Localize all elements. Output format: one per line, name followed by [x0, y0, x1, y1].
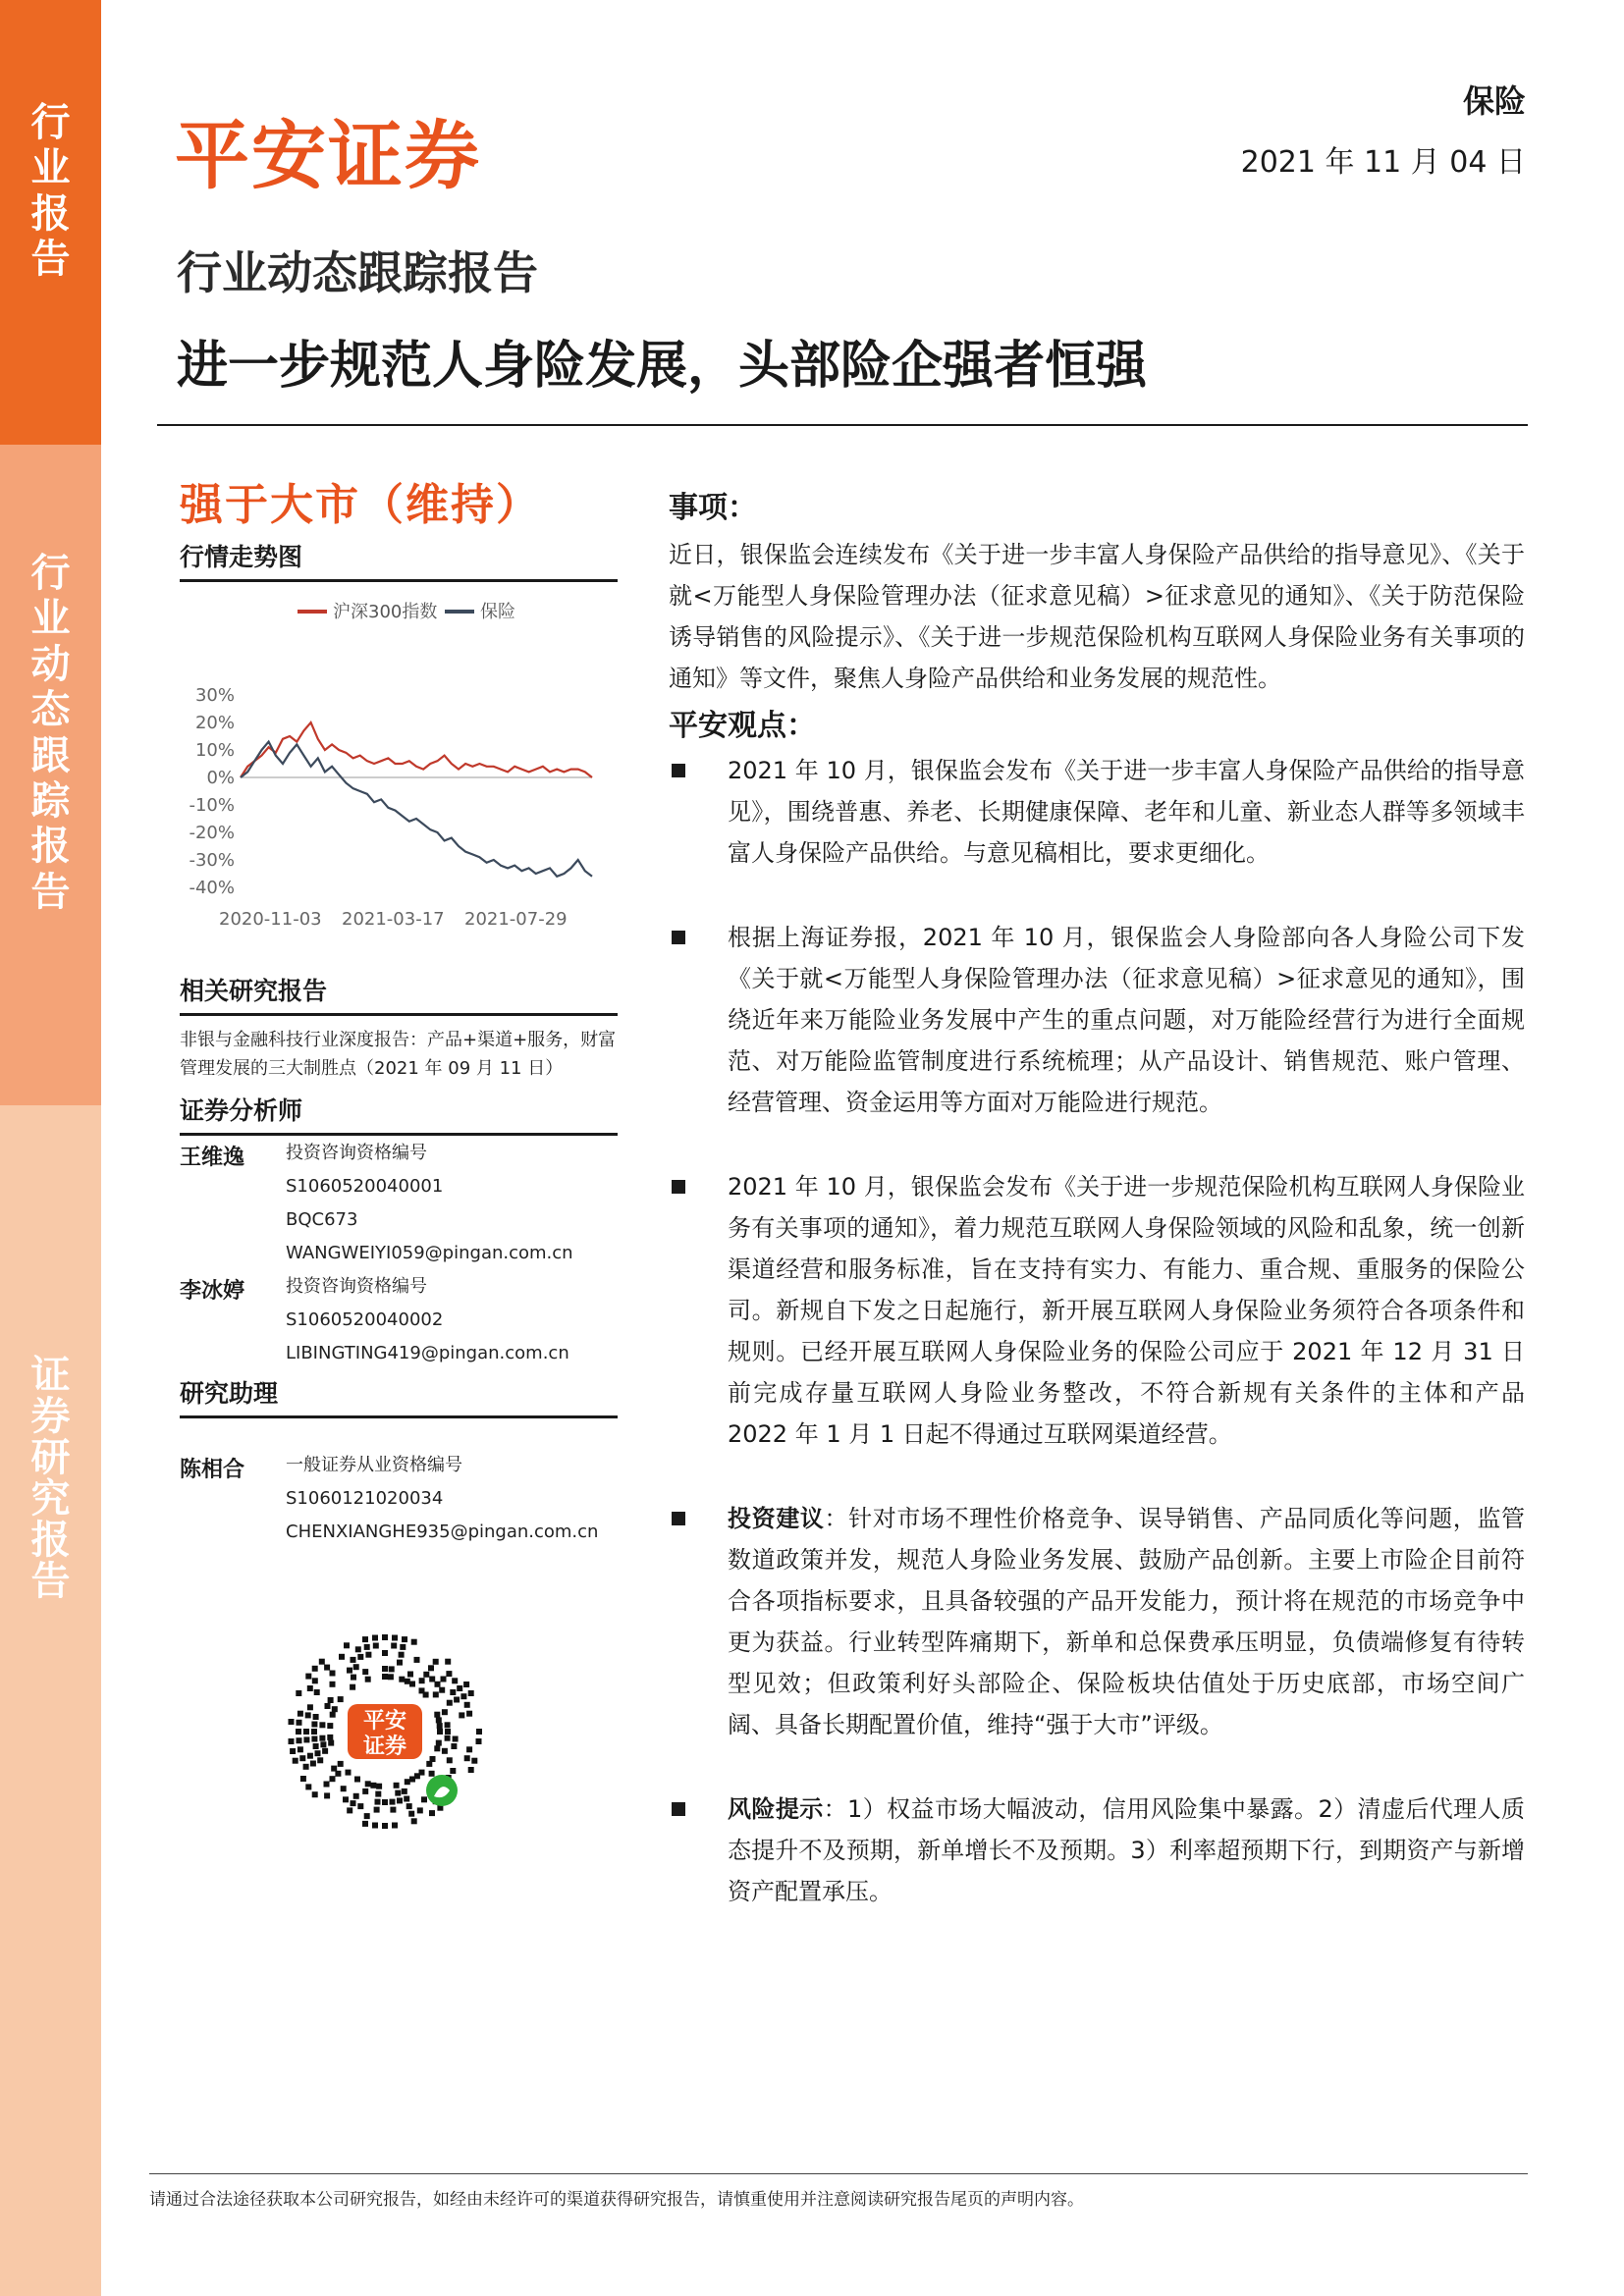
assistant-info: [286, 1449, 598, 1549]
company-logo: 平安证券: [175, 112, 481, 199]
analyst-code: BQC673: [286, 1209, 358, 1230]
analyst-name: 王维逸: [180, 1146, 245, 1170]
analyst-email[interactable]: WANGWEIYI059@pingan.com.cn: [286, 1243, 573, 1263]
qr-logo-text: 平安: [362, 1709, 407, 1734]
risk-warning-bullet: [669, 1789, 1525, 1912]
bullet-square-icon: [672, 1802, 685, 1816]
main-content: [669, 483, 1525, 1912]
chart-legend: [298, 602, 515, 622]
assistant-name: 陈相合: [180, 1458, 245, 1482]
bullet-square-icon: [672, 1512, 685, 1525]
bullet-square-icon: [672, 931, 685, 944]
view-bullet: [669, 1166, 1525, 1455]
assistant-heading: 研究助理: [180, 1374, 618, 1418]
related-reports-heading: 相关研究报告: [180, 972, 618, 1016]
sidebar-band-label: 行业动态跟踪报告: [30, 551, 71, 915]
footer-divider: [149, 2173, 1528, 2174]
analyst-info: [286, 1270, 569, 1370]
assistant-cert-number: S1060121020034: [286, 1488, 444, 1509]
report-date: 2021 年 11 月 04 日: [1240, 145, 1526, 180]
analyst-email[interactable]: LIBINGTING419@pingan.com.cn: [286, 1343, 569, 1363]
bullet-text: ：针对市场不理性价格竞争、误导销售、产品同质化等问题，监管数道政策并发，规范人身险业务发展、鼓励产品创新。主要上市险企目前符合各项指标要求，且具备较强的产品开发能力，预计将在规范的市场竞争中更为获益。行业转型阵痛期下，新单和总保费承压明显，负债端修复有待转型见效；但政策利好头部险企、保险板块估值处于历史底部，市场空间广阔、具备长期配置价值，维持“强于大市”评级。: [728, 1505, 1525, 1738]
assistant-cert-label: 一般证券从业资格编号: [286, 1455, 462, 1475]
legend-label: 保险: [480, 602, 515, 622]
analyst-cert-label: 投资咨询资格编号: [286, 1143, 427, 1163]
bullet-text: 根据上海证券报，2021 年 10 月，银保监会人身险部向各人身险公司下发《关于就<万能型人身保险管理办法（征求意见稿）>征求意见的通知》，围绕近年来万能险业务发展中产生的重点问题，对万能险经营行为进行全面规范、对万能险监管制度进行系统梳理；从产品设计、销售规范、账户管理、经营管理、资金运用等方面对万能险进行规范。: [728, 924, 1525, 1116]
view-heading: 平安观点：: [669, 709, 816, 743]
event-heading: 事项：: [669, 491, 757, 525]
trend-chart-heading: 行情走势图: [180, 538, 618, 582]
industry-label: 保险: [1462, 82, 1526, 120]
bullet-square-icon: [672, 1180, 685, 1194]
bullet-text: 2021 年 10 月，银保监会发布《关于进一步丰富人身保险产品供给的指导意见》，围绕普惠、养老、长期健康保障、老年和儿童、新业态人群等多领域丰富人身保险产品供给。与意见稿相比，要求更细化。: [728, 757, 1525, 867]
y-tick-label: -20%: [189, 823, 235, 843]
y-tick-label: 30%: [194, 685, 235, 706]
sidebar-band-research: [0, 1105, 101, 2296]
page-title: 进一步规范人身险发展，头部险企强者恒强: [177, 337, 1148, 396]
chart-y-axis: [189, 685, 592, 898]
investment-advice-bullet: [669, 1498, 1525, 1745]
y-tick-label: 0%: [206, 768, 235, 788]
header-divider: [157, 424, 1528, 426]
y-tick-label: -30%: [189, 850, 235, 871]
event-paragraph: 近日，银保监会连续发布《关于进一步丰富人身保险产品供给的指导意见》、《关于就<万能型人身保险管理办法（征求意见稿）>征求意见的通知》、《关于防范保险诱导销售的风险提示》、《关于进一步规范保险机构互联网人身保险业务有关事项的通知》等文件，聚焦人身险产品供给和业务发展的规范性。: [669, 541, 1525, 692]
sidebar-band-report-category: [0, 0, 101, 445]
analyst-cert-label: 投资咨询资格编号: [286, 1276, 427, 1297]
x-tick-label: 2021-03-17: [342, 909, 445, 930]
legend-label: 沪深300指数: [333, 602, 438, 622]
analysts-heading: 证券分析师: [180, 1092, 618, 1136]
sidebar-band-label: 证券研究报告: [30, 1353, 71, 1604]
report-type-title: 行业动态跟踪报告: [177, 246, 538, 299]
chart-x-axis: [219, 909, 568, 930]
y-tick-label: 10%: [194, 740, 235, 761]
bullet-text: ：1）权益市场大幅波动，信用风险集中暴露。2）清虚后代理人质态提升不及预期，新单增长不及预期。3）利率超预期下行，到期资产与新增资产配置承压。: [728, 1795, 1525, 1905]
bullet-bold-label: 风险提示: [728, 1795, 824, 1823]
analyst-name: 李冰婷: [180, 1279, 245, 1304]
x-tick-label: 2021-07-29: [464, 909, 568, 930]
related-report-link[interactable]: 非银与金融科技行业深度报告：产品+渠道+服务，财富管理发展的三大制胜点（2021 年 09 月 11 日）: [180, 1030, 617, 1079]
analyst-info: [286, 1137, 573, 1270]
market-trend-chart: [180, 587, 618, 940]
y-tick-label: 20%: [194, 713, 235, 733]
view-bullet: [669, 750, 1525, 874]
x-tick-label: 2020-11-03: [219, 909, 322, 930]
y-tick-label: -10%: [189, 795, 235, 816]
rating-label: 强于大市（维持）: [180, 480, 541, 530]
sidebar-band-report-type: [0, 445, 101, 1105]
sidebar-band-label: 行业报告: [30, 100, 71, 283]
analyst-cert-number: S1060520040001: [286, 1176, 444, 1197]
bullet-bold-label: 投资建议: [728, 1505, 825, 1532]
qr-logo-text: 证券: [362, 1735, 407, 1759]
chart-series: [241, 722, 592, 877]
y-tick-label: -40%: [189, 878, 235, 898]
wechat-qr-code: [287, 1633, 483, 1830]
view-bullet: [669, 917, 1525, 1123]
bullet-square-icon: [672, 764, 685, 777]
series-line: [241, 742, 592, 877]
assistant-email[interactable]: CHENXIANGHE935@pingan.com.cn: [286, 1522, 599, 1542]
footer-disclaimer: 请通过合法途径获取本公司研究报告，如经由未经许可的渠道获得研究报告，请慎重使用并注意阅读研究报告尾页的声明内容。: [149, 2190, 1084, 2210]
bullet-text: 2021 年 10 月，银保监会发布《关于进一步规范保险机构互联网人身保险业务有关事项的通知》，着力规范互联网人身保险领域的风险和乱象，统一创新渠道经营和服务标准，旨在支持有实力、有能力、重合规、重服务的保险公司。新规自下发之日起施行，新开展互联网人身保险业务须符合各项条件和规则。已经开展互联网人身保险业务的保险公司应于 2021 年 12 月 31 日前完成存量互联网人身险业务整改，不符合新规有关条件的主体和产品 2022 年 1 月 1 日起不得通过互联网渠道经营。: [728, 1173, 1525, 1448]
analyst-cert-number: S1060520040002: [286, 1309, 444, 1330]
